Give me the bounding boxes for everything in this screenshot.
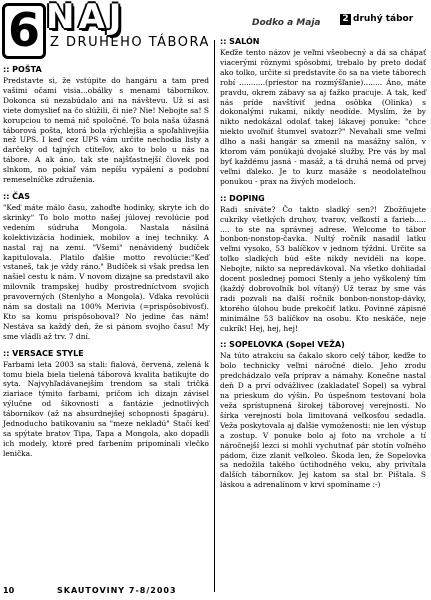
section-heading: :: SOPELOVKA (Sopel VEŽA): [220, 340, 345, 350]
section-heading: :: DOPING: [220, 193, 265, 203]
page-title: NAJ: [46, 0, 126, 37]
section-heading: :: ČAS: [3, 191, 31, 201]
section-text: Keďže tento názov je veľmi všeobecný a dá sa chápať viacerými rôznymi spôsobmi, trebalo by preto dodať ako tolko, určite si predstavíte čo sa na viete táborech robí ...........(priestor na rozmýšľanie)........ Áno, máte pravdu, okrem zábavy sa aj ťažko pracuje. A tak, keď nás príde navštíviť jedna osôbka (Olinka) s dokonalými rukami, nikdy neodíde. Myslím, že by nikto nedokázal odolať takej lákavej ponuke: "chce niekto uvoľniť štumvel svatozr?" Nevahali sme veľmi dlho a naši hangár sa zmenil na masážny salón, v ktorom vám ponúkajú dvojaké služby. Pre vás by mal byť každému jasná - masáž, a tá druhá nemá od prvej veľmi ďaleko. Je to kurz masáže s neodolateľnou ponukou - prax na živých modeloch.: [220, 48, 426, 186]
page-number: 10: [3, 586, 15, 595]
column-divider: [214, 40, 215, 592]
page-subtitle: Z DRUHÉHO TÁBORA: [50, 35, 210, 50]
section-heading: :: VERSACE STYLE: [3, 348, 84, 358]
section-text: Predstavte si, že vstúpite do hangáru a tam pred vašimi očami visia...obálky s menami táborníkov. Dokonca sú nezabúdalo ani na návštevu. Už si asi viete domyslieť na čo slúžili, či nie? Nie! Nebojte sa! S korupciou to nemá nič spoločné. To bola naša úžasná táborová pošta, ktorá bola rýchlejšia a spoľahlivejšia než UPS. I keď cez UPS vám určite nechodia listy a darčeky od tajných ctiteľov, ako to bolo u nás na tábore. A ak áno, tak ste najšťastnejší človek pod slnkom, no pokiaľ vám nepíšu vypálení a podobní remeselníčke združenia.: [3, 76, 209, 185]
section-doping: [220, 193, 426, 334]
section-posta: [3, 64, 209, 185]
section-text: "Keď máte málo času, zahoďte hodinky, skryte ich do skrinky" To bolo motto našej júlovej revolúcie pod vedením súdruha Mongola. Nastala násilná kolektivizácia hodiniek, mobilov a inej techniky. A nastal raj na zemi. "Všemi" nenávidený budíček kapitulovala. Platilo ďalšie motto revolúcie:"Keď vstaneš, tak je vždy ráno." Budíček si však predsa len našiel cestu k nám. V novom dizajne sa predstavil ako milovník trampskej hudby prostredníctvom svojich pravoverných (Stenlyho a Mongola). Vďaka revolúcii nám sa dostali na 100% Merivia (=prispôsobivosť). Kto sa komu prispôsoboval? No jedine čas nám! Nestáva sa každý deň, že si pánom svojho času! My sme vládli až trv. 7 dní.: [3, 202, 209, 341]
section-salon: [220, 36, 426, 187]
series-badge: [340, 14, 413, 25]
series-label: druhý tábor: [353, 14, 414, 24]
magazine-name: SKAUTOVINY 7-8/2003: [57, 586, 177, 595]
section-versace: [3, 348, 209, 459]
section-cas: [3, 191, 209, 342]
section-text: Radi sníváte? Čo takto sladký sen?! Zbožňujete cukríky všetkých druhov, tvarov, veľkostí a farieb..... .... to ste na správnej adrese. Welcome to tábor bonbon-nonstop-čavka. Nultý ročník nasadil latku veľmi vysoko, 53 balíčkov v jednom týždni. Určite sa toľko sladkých búd ešte nikdy nevidéli na kope. Nebojte, nikto sa nepredávkoval. Na všetko dohliadal docent poslednej pomoci Stenly a jeho vyškolený tím (každý dobrovoľník bol vítaný) Už teraz by sme vás radi pozvali na ďalší ročník bonbon-nonstop-dávky, ktorého úlohou bude prekočiť latku. Povinné zápisné minimálne 53 balíčkov na osobu. Kto neskáče, neje cukrík! Hej, hej, hej!: [220, 204, 426, 333]
page-footer: [3, 583, 213, 598]
section-text: Na túto atrakciu sa čakalo skoro celý tábor, keďže to bolo technicky veľmi náročné dielo. Jeho zrodu predchádzalo veľa príprav a námahy. Konečne nastal deň D a prví odvážlivec (zakladateľ Sopel) sa vybral na prieskum do výšin. Po úspešnom testovaní bola veža sprístupnená širokej táborovej verejnosti. No šírka verejnosti bola limitovaná veľkosťou sedadla. Veža poskytovala aj ďalšie vymoženosti: nie len výstup a zostup. V ponuke bolo aj foto na vrchole a tí náročnejší lezci si mohli vychutnať pár stotín voľného pádom, čize zlanit veľkoleo. Škoda len, že Sopelovka sa nedožila takého úctihodného veku, aby privítala ďalších táborníkov. Jej katom sa stal br. Pištala. S láskou a adrenalínom v krvi spomíname :-): [220, 351, 426, 490]
right-column: [220, 36, 426, 496]
section-text: Farbami leta 2003 sa stali: fialová, červená, zelená k tomu biela biela tielená táborová kvalita batikujte do syta. Najvyhľadávanejším trendom sa stali tričká ziariace týmito farbami, pričom ich dizajn závisel výlučne od šikovnosti a fantázie jednotlivých táborníkov (až na absurdnejšej schopnosti špagáru). Jednoducho batikovaniu sa "meze nekladú" Stačí keď sa spýtate bratov Tipa, Tapa a Mongola, ako dopadli ich modely, ktoré pred farbením pripomínali vlečko lenička.: [3, 359, 209, 458]
series-number: 2: [340, 14, 351, 25]
author-credit: Dodko a Maja: [252, 18, 321, 28]
issue-number-badge: 6: [2, 3, 46, 59]
left-column: [3, 64, 209, 465]
section-heading: :: POŠTA: [3, 65, 42, 74]
section-heading: :: SALÓN: [220, 37, 260, 46]
section-sopelovka: [220, 339, 426, 490]
